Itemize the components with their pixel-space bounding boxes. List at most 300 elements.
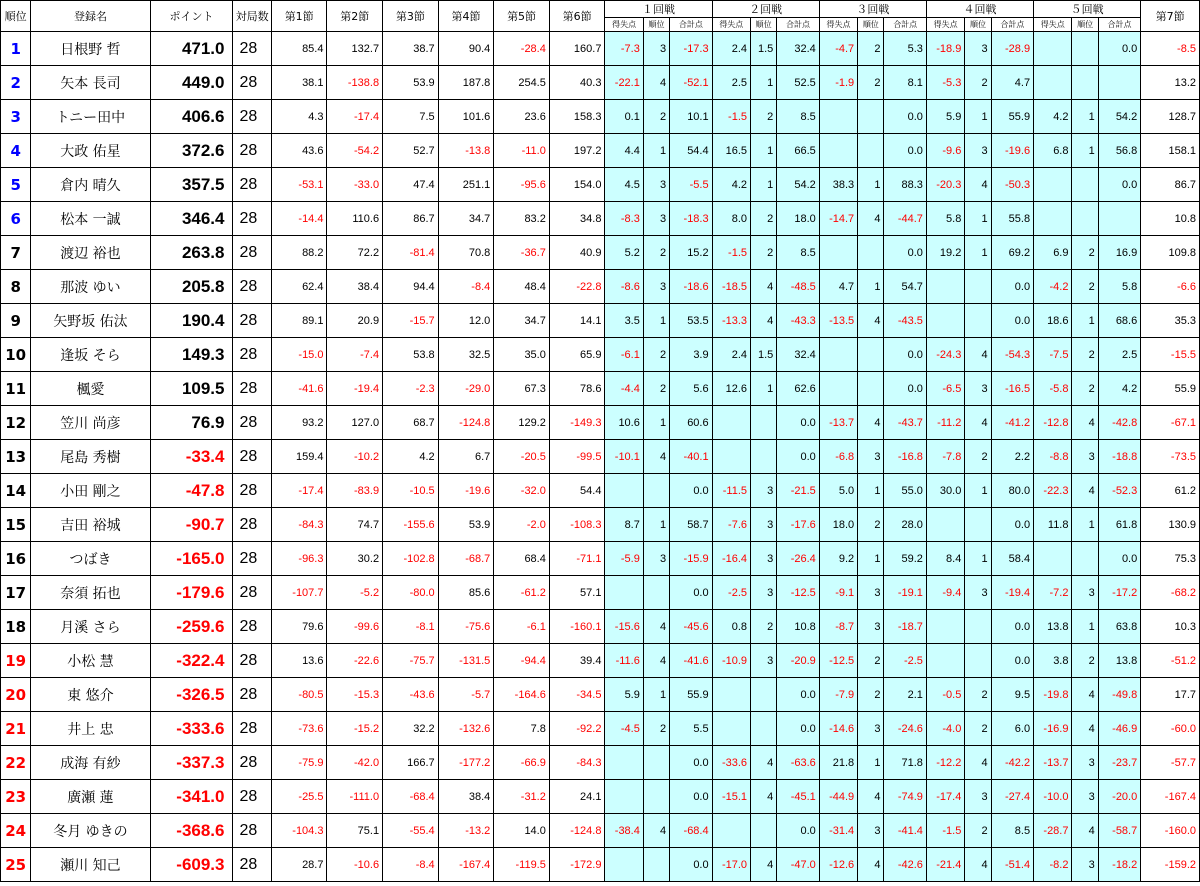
total-points: -90.7 <box>150 508 233 542</box>
round-place <box>643 474 669 508</box>
setsu-score: -73.6 <box>271 712 327 746</box>
round-total: 2.1 <box>884 678 926 712</box>
round-total: 2.2 <box>991 440 1033 474</box>
round-score: -22.3 <box>1034 474 1072 508</box>
setsu-score: -53.1 <box>271 168 327 202</box>
table-row <box>1 406 1200 440</box>
table-row <box>1 32 1200 66</box>
setsu-score: 74.7 <box>327 508 383 542</box>
total-points: -33.4 <box>150 440 233 474</box>
round-score <box>605 848 643 882</box>
round-total: -49.8 <box>1098 678 1140 712</box>
setsu-score: 47.4 <box>383 168 439 202</box>
setsu-score: 62.4 <box>271 270 327 304</box>
total-points: -333.6 <box>150 712 233 746</box>
round-total: -19.1 <box>884 576 926 610</box>
round-place <box>965 644 991 678</box>
round-place: 3 <box>643 270 669 304</box>
round-place: 1 <box>751 372 777 406</box>
round-total: -47.0 <box>777 848 819 882</box>
setsu-score: 132.7 <box>327 32 383 66</box>
total-points: 346.4 <box>150 202 233 236</box>
setsu-score: -75.9 <box>271 746 327 780</box>
rank-cell: 13 <box>1 440 31 474</box>
total-points: 471.0 <box>150 32 233 66</box>
round-place: 3 <box>965 780 991 814</box>
round-score: 4.2 <box>712 168 750 202</box>
setsu-score: -61.2 <box>494 576 550 610</box>
round-total: 54.2 <box>1098 100 1140 134</box>
setsu7-score: -57.7 <box>1141 746 1200 780</box>
round-total: -46.9 <box>1098 712 1140 746</box>
round-place <box>643 576 669 610</box>
setsu-score: -84.3 <box>549 746 605 780</box>
round-score <box>819 134 857 168</box>
round-place: 4 <box>643 644 669 678</box>
round-score: -9.6 <box>926 134 964 168</box>
setsu-score: -2.3 <box>383 372 439 406</box>
round-place: 4 <box>965 168 991 202</box>
header-round5: ５回戦 <box>1034 1 1141 18</box>
header-setsu7: 第7節 <box>1141 1 1200 32</box>
round-total: 10.8 <box>777 610 819 644</box>
rank-cell: 6 <box>1 202 31 236</box>
round-total: 68.6 <box>1098 304 1140 338</box>
player-name: 瀬川 知己 <box>31 848 150 882</box>
round-score <box>926 304 964 338</box>
round-place: 4 <box>1072 712 1098 746</box>
total-points: 149.3 <box>150 338 233 372</box>
round-total: 0.0 <box>1098 168 1140 202</box>
round-total: 8.5 <box>777 236 819 270</box>
setsu7-score: -68.2 <box>1141 576 1200 610</box>
setsu-score: 23.6 <box>494 100 550 134</box>
round-score: -24.3 <box>926 338 964 372</box>
table-row <box>1 440 1200 474</box>
table-row <box>1 134 1200 168</box>
setsu-score: 13.6 <box>271 644 327 678</box>
round-total: -41.4 <box>884 814 926 848</box>
rank-cell: 2 <box>1 66 31 100</box>
round-place: 2 <box>965 814 991 848</box>
round-total: 56.8 <box>1098 134 1140 168</box>
round-score: 3.8 <box>1034 644 1072 678</box>
round-total: 63.8 <box>1098 610 1140 644</box>
setsu-score: -33.0 <box>327 168 383 202</box>
round-score <box>1034 66 1072 100</box>
setsu-score: -80.5 <box>271 678 327 712</box>
round-total: 6.0 <box>991 712 1033 746</box>
round-place: 1 <box>643 678 669 712</box>
setsu7-score: 128.7 <box>1141 100 1200 134</box>
round-score <box>819 338 857 372</box>
setsu7-score: -167.4 <box>1141 780 1200 814</box>
round-score: -10.0 <box>1034 780 1072 814</box>
header-sub-score: 得失点 <box>605 18 643 32</box>
table-row <box>1 576 1200 610</box>
round-score: -22.1 <box>605 66 643 100</box>
round-place <box>643 780 669 814</box>
round-score: 8.7 <box>605 508 643 542</box>
setsu-score: 38.4 <box>327 270 383 304</box>
table-row <box>1 236 1200 270</box>
setsu-score: -84.3 <box>271 508 327 542</box>
setsu-score: -177.2 <box>438 746 494 780</box>
round-place: 4 <box>1072 678 1098 712</box>
setsu-score: 32.5 <box>438 338 494 372</box>
header-name: 登録名 <box>31 1 150 32</box>
setsu-score: -13.8 <box>438 134 494 168</box>
round-score: -7.5 <box>1034 338 1072 372</box>
setsu-score: 72.2 <box>327 236 383 270</box>
rank-cell: 10 <box>1 338 31 372</box>
round-place: 1 <box>1072 304 1098 338</box>
round-total: 58.4 <box>991 542 1033 576</box>
setsu-score: 34.7 <box>438 202 494 236</box>
round-total: -16.8 <box>884 440 926 474</box>
round-score <box>712 440 750 474</box>
player-name: 東 悠介 <box>31 678 150 712</box>
round-total: 54.4 <box>670 134 712 168</box>
round-place: 1 <box>1072 100 1098 134</box>
table-row <box>1 780 1200 814</box>
round-score: -5.3 <box>926 66 964 100</box>
round-score: -13.5 <box>819 304 857 338</box>
round-place <box>965 270 991 304</box>
round-score: -44.9 <box>819 780 857 814</box>
round-place <box>1072 66 1098 100</box>
round-place: 1 <box>858 746 884 780</box>
round-score: -9.1 <box>819 576 857 610</box>
round-total: 13.8 <box>1098 644 1140 678</box>
table-row <box>1 848 1200 882</box>
header-rank: 順位 <box>1 1 31 32</box>
round-place: 1 <box>1072 508 1098 542</box>
games-played: 28 <box>233 202 271 236</box>
rank-cell: 12 <box>1 406 31 440</box>
games-played: 28 <box>233 270 271 304</box>
header-setsu4: 第4節 <box>438 1 494 32</box>
round-total: -45.6 <box>670 610 712 644</box>
round-total: -41.6 <box>670 644 712 678</box>
round-total: 0.0 <box>884 100 926 134</box>
games-played: 28 <box>233 542 271 576</box>
round-total: 18.0 <box>777 202 819 236</box>
round-score <box>926 644 964 678</box>
round-total: 0.0 <box>777 712 819 746</box>
rank-cell: 5 <box>1 168 31 202</box>
round-total: 0.0 <box>991 508 1033 542</box>
round-total: 66.5 <box>777 134 819 168</box>
round-place: 2 <box>1072 236 1098 270</box>
round-total: 8.5 <box>777 100 819 134</box>
games-played: 28 <box>233 576 271 610</box>
setsu-score: 40.3 <box>549 66 605 100</box>
setsu7-score: -160.0 <box>1141 814 1200 848</box>
round-total: 32.4 <box>777 338 819 372</box>
total-points: -165.0 <box>150 542 233 576</box>
round-total: 0.0 <box>991 644 1033 678</box>
rank-cell: 4 <box>1 134 31 168</box>
setsu-score: 251.1 <box>438 168 494 202</box>
setsu-score: -13.2 <box>438 814 494 848</box>
round-place: 3 <box>965 576 991 610</box>
round-score: 4.5 <box>605 168 643 202</box>
setsu-score: -83.9 <box>327 474 383 508</box>
round-score: 18.0 <box>819 508 857 542</box>
setsu-score: -10.5 <box>383 474 439 508</box>
round-score: -8.7 <box>819 610 857 644</box>
setsu-score: 187.8 <box>438 66 494 100</box>
round-total: -42.8 <box>1098 406 1140 440</box>
round-score: 5.8 <box>926 202 964 236</box>
round-score: -1.5 <box>926 814 964 848</box>
total-points: -341.0 <box>150 780 233 814</box>
setsu-score: 12.0 <box>438 304 494 338</box>
round-total: -43.7 <box>884 406 926 440</box>
round-total: -42.2 <box>991 746 1033 780</box>
games-played: 28 <box>233 746 271 780</box>
round-total: 0.0 <box>884 236 926 270</box>
round-place <box>965 304 991 338</box>
header-sub-score: 得失点 <box>926 18 964 32</box>
round-total: -63.6 <box>777 746 819 780</box>
round-place: 3 <box>858 610 884 644</box>
round-total: -42.6 <box>884 848 926 882</box>
setsu-score: 68.7 <box>383 406 439 440</box>
round-score: 16.5 <box>712 134 750 168</box>
setsu-score: -108.3 <box>549 508 605 542</box>
header-round2: ２回戦 <box>712 1 819 18</box>
setsu-score: 6.7 <box>438 440 494 474</box>
setsu-score: -119.5 <box>494 848 550 882</box>
round-total: 0.0 <box>1098 32 1140 66</box>
round-score: 30.0 <box>926 474 964 508</box>
header-sub-place: 順位 <box>1072 18 1098 32</box>
round-score <box>712 712 750 746</box>
player-name: トニー田中 <box>31 100 150 134</box>
round-total: -40.1 <box>670 440 712 474</box>
player-name: 大政 佑星 <box>31 134 150 168</box>
round-place: 4 <box>643 440 669 474</box>
round-score: -13.7 <box>819 406 857 440</box>
setsu7-score: -6.6 <box>1141 270 1200 304</box>
round-total: 0.0 <box>670 848 712 882</box>
round-total: 55.9 <box>670 678 712 712</box>
setsu-score: -149.3 <box>549 406 605 440</box>
round-total: 60.6 <box>670 406 712 440</box>
round-total: 5.6 <box>670 372 712 406</box>
round-score: -31.4 <box>819 814 857 848</box>
total-points: 205.8 <box>150 270 233 304</box>
games-played: 28 <box>233 100 271 134</box>
setsu7-score: 55.9 <box>1141 372 1200 406</box>
round-total: 8.1 <box>884 66 926 100</box>
table-row <box>1 610 1200 644</box>
round-score: 4.7 <box>819 270 857 304</box>
header-sub-place: 順位 <box>858 18 884 32</box>
rank-cell: 15 <box>1 508 31 542</box>
round-total: -54.3 <box>991 338 1033 372</box>
setsu-score: -164.6 <box>494 678 550 712</box>
round-score <box>712 678 750 712</box>
total-points: 357.5 <box>150 168 233 202</box>
round-score: 6.8 <box>1034 134 1072 168</box>
round-score: -13.7 <box>1034 746 1072 780</box>
round-place: 2 <box>858 32 884 66</box>
setsu-score: -32.0 <box>494 474 550 508</box>
round-place: 1 <box>965 236 991 270</box>
round-total <box>1098 66 1140 100</box>
round-score: -11.6 <box>605 644 643 678</box>
setsu-score: -99.6 <box>327 610 383 644</box>
setsu-score: -55.4 <box>383 814 439 848</box>
total-points: -326.5 <box>150 678 233 712</box>
round-total: -19.6 <box>991 134 1033 168</box>
setsu-score: -29.0 <box>438 372 494 406</box>
round-score <box>1034 202 1072 236</box>
round-place: 4 <box>1072 474 1098 508</box>
setsu-score: -15.2 <box>327 712 383 746</box>
round-place: 3 <box>751 542 777 576</box>
setsu7-score: 10.8 <box>1141 202 1200 236</box>
setsu-score: 38.7 <box>383 32 439 66</box>
table-row <box>1 100 1200 134</box>
round-total: 0.0 <box>884 134 926 168</box>
header-sub-place: 順位 <box>751 18 777 32</box>
round-place <box>965 610 991 644</box>
round-place: 2 <box>858 644 884 678</box>
games-played: 28 <box>233 814 271 848</box>
setsu-score: -6.1 <box>494 610 550 644</box>
round-score: -12.8 <box>1034 406 1072 440</box>
setsu-score: -75.6 <box>438 610 494 644</box>
rank-cell: 25 <box>1 848 31 882</box>
round-total: -18.2 <box>1098 848 1140 882</box>
setsu7-score: 86.7 <box>1141 168 1200 202</box>
header-setsu5: 第5節 <box>494 1 550 32</box>
setsu-score: 34.8 <box>549 202 605 236</box>
setsu-score: -14.4 <box>271 202 327 236</box>
round-score <box>926 270 964 304</box>
round-total: 32.4 <box>777 32 819 66</box>
setsu-score: 39.4 <box>549 644 605 678</box>
round-place: 4 <box>643 814 669 848</box>
player-name: 矢野坂 佑汰 <box>31 304 150 338</box>
player-name: 小松 慧 <box>31 644 150 678</box>
table-row <box>1 542 1200 576</box>
setsu-score: 254.5 <box>494 66 550 100</box>
setsu-score: -17.4 <box>271 474 327 508</box>
round-total: 58.7 <box>670 508 712 542</box>
setsu-score: 68.4 <box>494 542 550 576</box>
round-score: -20.3 <box>926 168 964 202</box>
round-score: 5.9 <box>605 678 643 712</box>
round-score <box>712 814 750 848</box>
round-score <box>605 780 643 814</box>
round-place <box>965 508 991 542</box>
round-total: 54.7 <box>884 270 926 304</box>
round-total: 5.5 <box>670 712 712 746</box>
setsu-score: -71.1 <box>549 542 605 576</box>
header-sub-score: 得失点 <box>712 18 750 32</box>
round-score: -10.9 <box>712 644 750 678</box>
round-total: 0.0 <box>1098 542 1140 576</box>
setsu-score: -43.6 <box>383 678 439 712</box>
round-total: -18.7 <box>884 610 926 644</box>
setsu-score: -92.2 <box>549 712 605 746</box>
round-score: 2.4 <box>712 338 750 372</box>
setsu-score: -2.0 <box>494 508 550 542</box>
setsu-score: -102.8 <box>383 542 439 576</box>
player-name: 那波 ゆい <box>31 270 150 304</box>
setsu-score: -94.4 <box>494 644 550 678</box>
round-total: 0.0 <box>670 474 712 508</box>
round-score: -33.6 <box>712 746 750 780</box>
round-score: -12.5 <box>819 644 857 678</box>
round-place: 3 <box>858 440 884 474</box>
round-total: 0.0 <box>670 780 712 814</box>
rank-cell: 21 <box>1 712 31 746</box>
player-name: 楓愛 <box>31 372 150 406</box>
round-score <box>819 100 857 134</box>
round-total: 4.7 <box>991 66 1033 100</box>
total-points: 406.6 <box>150 100 233 134</box>
setsu-score: 90.4 <box>438 32 494 66</box>
games-played: 28 <box>233 780 271 814</box>
setsu-score: -124.8 <box>438 406 494 440</box>
round-place: 4 <box>858 848 884 882</box>
rank-cell: 1 <box>1 32 31 66</box>
round-score: 11.8 <box>1034 508 1072 542</box>
round-total: -28.9 <box>991 32 1033 66</box>
total-points: -259.6 <box>150 610 233 644</box>
round-score: -12.2 <box>926 746 964 780</box>
rank-cell: 23 <box>1 780 31 814</box>
setsu7-score: 158.1 <box>1141 134 1200 168</box>
total-points: 190.4 <box>150 304 233 338</box>
setsu7-score: 61.2 <box>1141 474 1200 508</box>
round-total: -5.5 <box>670 168 712 202</box>
player-name: 笠川 尚彦 <box>31 406 150 440</box>
round-place: 2 <box>1072 338 1098 372</box>
setsu-score: 14.0 <box>494 814 550 848</box>
round-score: -17.0 <box>712 848 750 882</box>
rank-cell: 18 <box>1 610 31 644</box>
rank-cell: 9 <box>1 304 31 338</box>
round-place: 2 <box>1072 270 1098 304</box>
round-total: -20.0 <box>1098 780 1140 814</box>
round-place <box>1072 168 1098 202</box>
games-played: 28 <box>233 236 271 270</box>
round-place: 1 <box>643 304 669 338</box>
round-place: 4 <box>751 304 777 338</box>
table-row <box>1 678 1200 712</box>
setsu-score: 85.4 <box>271 32 327 66</box>
round-place <box>858 134 884 168</box>
round-score: -17.4 <box>926 780 964 814</box>
setsu-score: 30.2 <box>327 542 383 576</box>
setsu-score: -17.4 <box>327 100 383 134</box>
setsu-score: 129.2 <box>494 406 550 440</box>
round-score: 21.8 <box>819 746 857 780</box>
round-place: 2 <box>643 338 669 372</box>
round-place <box>858 236 884 270</box>
player-name: 奈須 拓也 <box>31 576 150 610</box>
round-total: 0.0 <box>777 406 819 440</box>
setsu-score: 160.7 <box>549 32 605 66</box>
round-place: 3 <box>751 576 777 610</box>
